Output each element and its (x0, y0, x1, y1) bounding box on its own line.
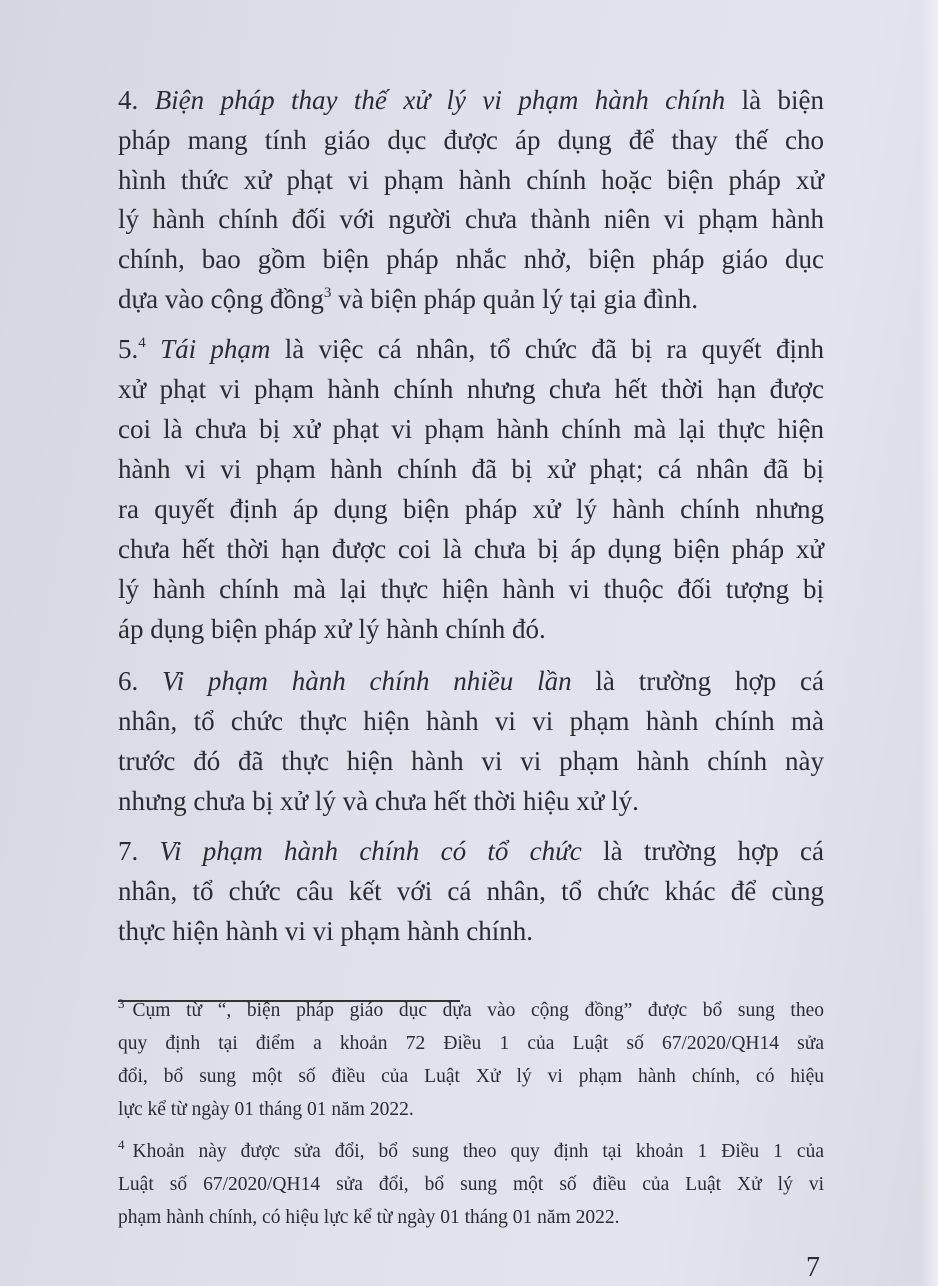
text-line (118, 612, 824, 646)
footnote-text: Khoản này được sửa đổi, bổ sung theo quy định tại khoản 1 Điều 1 của (132, 1141, 824, 1162)
text-segment: hành vi vi phạm hành chính đã bị xử phạt; cá nhân đã bị (118, 454, 824, 484)
footnote-ref: 3 (323, 285, 332, 301)
footnote-line (118, 1172, 824, 1198)
text-line (118, 664, 824, 698)
text-line (118, 784, 824, 818)
text-line (118, 744, 824, 778)
text-segment: lý hành chính đối với người chưa thành niên vi phạm hành (118, 204, 824, 234)
defined-term: Biện pháp thay thế xử lý vi phạm hành chính (154, 85, 726, 115)
text-segment: là việc cá nhân, tổ chức đã bị ra quyết định (270, 334, 824, 364)
footnote-text: phạm hành chính, có hiệu lực kể từ ngày 01 tháng 01 năm 2022. (118, 1207, 620, 1228)
text-segment: nhân, tổ chức thực hiện hành vi vi phạm hành chính mà (118, 706, 824, 736)
text-segment: hình thức xử phạt vi phạm hành chính hoặc biện pháp xử (118, 165, 824, 195)
text-segment: chính, bao gồm biện pháp nhắc nhở, biện pháp giáo dục (118, 244, 824, 274)
text-segment: 5. (118, 334, 139, 364)
text-segment: ra quyết định áp dụng biện pháp xử lý hành chính nhưng (118, 494, 824, 524)
text-line (118, 412, 824, 446)
text-line (118, 452, 824, 486)
text-line (118, 282, 824, 316)
footnote-line (118, 1031, 824, 1057)
footnote-marker: 3 (118, 996, 125, 1011)
text-line (118, 242, 824, 276)
text-segment: 6. (118, 666, 163, 696)
footnote-ref: 4 (138, 335, 146, 351)
text-line (118, 83, 824, 117)
footnote-text: lực kể từ ngày 01 tháng 01 năm 2022. (118, 1099, 414, 1120)
text-segment: là trường hợp cá (581, 836, 825, 866)
text-line (118, 163, 824, 197)
text-segment: nhưng chưa bị xử lý và chưa hết thời hiệu xử lý. (118, 786, 639, 816)
footnote-line (118, 1139, 824, 1165)
text-line (118, 572, 824, 606)
text-line (118, 874, 824, 908)
text-segment: xử phạt vi phạm hành chính nhưng chưa hết thời hạn được (118, 374, 824, 404)
text-segment: thực hiện hành vi vi phạm hành chính. (118, 916, 534, 946)
footnote-line (118, 1064, 824, 1090)
text-segment (146, 334, 160, 364)
text-segment: chưa hết thời hạn được coi là chưa bị áp dụng biện pháp xử (118, 534, 824, 564)
text-segment: áp dụng biện pháp xử lý hành chính đó. (118, 614, 546, 644)
footnote-text: đổi, bổ sung một số điều của Luật Xử lý vi phạm hành chính, có hiệu (118, 1066, 824, 1087)
text-line (118, 532, 824, 566)
text-segment: 7. (118, 836, 160, 866)
text-segment: là biện (725, 85, 824, 115)
text-line (118, 834, 824, 868)
text-segment: là trường hợp cá (571, 666, 825, 696)
text-segment: dựa vào cộng đồng (118, 284, 324, 314)
text-segment: trước đó đã thực hiện hành vi vi phạm hành chính này (118, 746, 824, 776)
footnote-text: Luật số 67/2020/QH14 sửa đổi, bổ sung một số điều của Luật Xử lý vi (118, 1174, 824, 1195)
defined-term: Vi phạm hành chính có tổ chức (159, 836, 582, 866)
footnote-text: Cụm từ “, biện pháp giáo dục dựa vào cộng đồng” được bổ sung theo (132, 1000, 824, 1021)
footnote-text: quy định tại điểm a khoản 72 Điều 1 của Luật số 67/2020/QH14 sửa (118, 1033, 824, 1054)
page-number: 7 (806, 1252, 820, 1283)
text-segment: 4. (118, 85, 155, 115)
text-line (118, 123, 824, 157)
page-edge (920, 0, 938, 1286)
text-line (118, 492, 824, 526)
text-line (118, 202, 824, 236)
text-line (118, 704, 824, 738)
text-segment: pháp mang tính giáo dục được áp dụng để thay thế cho (118, 125, 824, 155)
footnote-marker: 4 (118, 1137, 125, 1152)
text-segment: lý hành chính mà lại thực hiện hành vi thuộc đối tượng bị (118, 574, 824, 604)
text-segment: nhân, tổ chức câu kết với cá nhân, tổ chức khác để cùng (118, 876, 824, 906)
text-line (118, 332, 824, 366)
defined-term: Tái phạm (160, 334, 271, 364)
text-segment: và biện pháp quản lý tại gia đình. (331, 284, 699, 314)
defined-term: Vi phạm hành chính nhiều lần (162, 666, 572, 696)
footnote-line (118, 998, 824, 1024)
footnote-line (118, 1097, 824, 1123)
text-line (118, 914, 824, 948)
footnote-line (118, 1205, 824, 1231)
text-segment: coi là chưa bị xử phạt vi phạm hành chính mà lại thực hiện (118, 414, 824, 444)
text-line (118, 372, 824, 406)
